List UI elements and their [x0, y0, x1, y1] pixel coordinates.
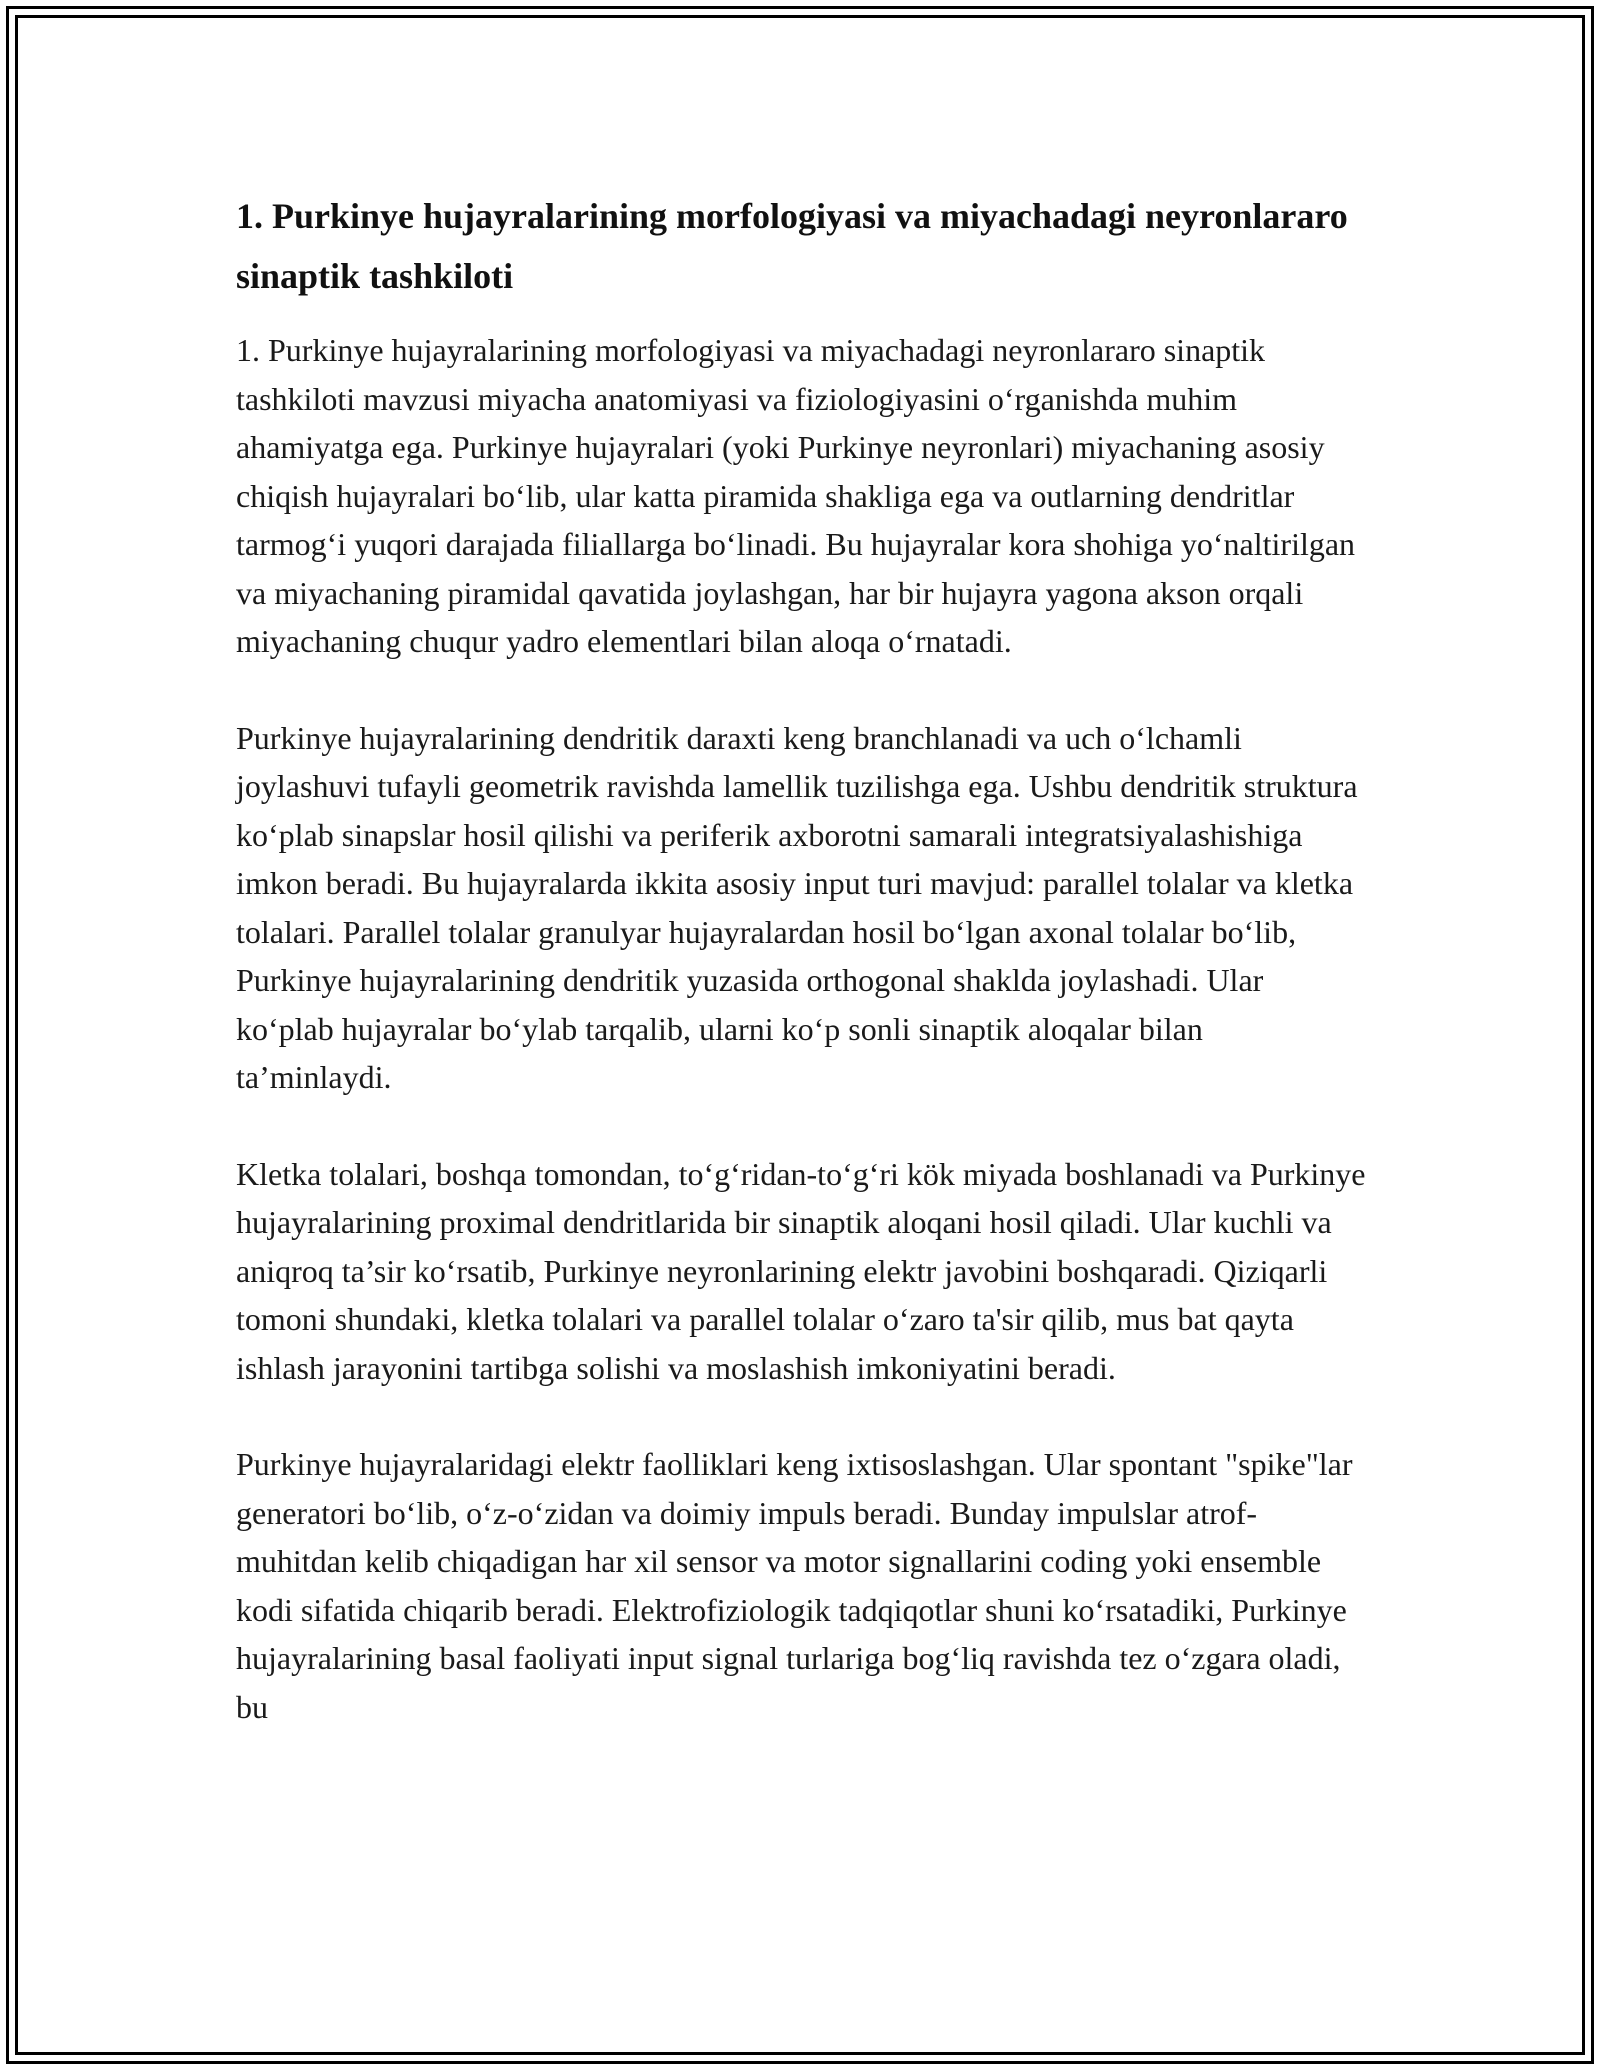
paragraph-3: Kletka tolalari, boshqa tomondan, to‘g‘ridan-to‘g‘ri kök miyada boshlanadi va Purkinye hujayralarining proximal dendritlarida bir sinaptik aloqani hosil qiladi. Ular kuchli va aniqroq ta’sir ko‘rsatib, Purkinye neyronlarining elektr javobini boshqaradi. Qiziqarli tomoni shundaki, kletka tolalari va parallel tolalar o‘zaro ta'sir qilib, mus bat qayta ishlash jarayonini tartibga solishi va moslashish imkoniyatini beradi.: [236, 1155, 1366, 1386]
document-heading: 1. Purkinye hujayralarining morfologiyasi va miyachadagi neyronlararo sinaptik tashkiloti: [236, 196, 1348, 296]
paragraph-4: Purkinye hujayralaridagi elektr faolliklari keng ixtisoslashgan. Ular spontant "spike"lar generatori bo‘lib, o‘z-o‘zidan va doimiy impuls beradi. Bunday impulslar atrof-muhitdan kelib chiqadigan har xil sensor va motor signallarini coding yoki ensemble kodi sifatida chiqarib beradi. Elektrofiziologik tadqiqotlar shuni ko‘rsatadiki, Purkinye hujayralarining basal faoliyati input signal turlariga bog‘liq ravishda tez o‘zgara oladi, bu: [236, 1446, 1353, 1725]
document-body: [236, 186, 1366, 1731]
paragraph-1: 1. Purkinye hujayralarining morfologiyasi va miyachadagi neyronlararo sinaptik tashkiloti mavzusi miyacha anatomiyasi va fiziologiyasini o‘rganishda muhim ahamiyatga ega. Purkinye hujayralari (yoki Purkinye neyronlari) miyachaning asosiy chiqish hujayralari bo‘lib, ular katta piramida shakliga ega va outlarning dendritlar tarmog‘i yuqori darajada filiallarga bo‘linadi. Bu hujayralar kora shohiga yo‘naltirilgan va miyachaning piramidal qavatida joylashgan, har bir hujayra yagona akson orqali miyachaning chuqur yadro elementlari bilan aloqa o‘rnatadi.: [236, 332, 1356, 659]
paragraph-2: Purkinye hujayralarining dendritik daraxti keng branchlanadi va uch o‘lchamli joylashuvi tufayli geometrik ravishda lamellik tuzilishga ega. Ushbu dendritik struktura ko‘plab sinapslar hosil qilishi va periferik axborotni samarali integratsiyalashishiga imkon beradi. Bu hujayralarda ikkita asosiy input turi mavjud: parallel tolalar va kletka tolalari. Parallel tolalar granulyar hujayralardan hosil bo‘lgan axonal tolalar bo‘lib, Purkinye hujayralarining dendritik yuzasida orthogonal shakldа joylashadi. Ular ko‘plab hujayralar bo‘ylab tarqalib, ularni ko‘p sonli sinaptik aloqalar bilan ta’minlaydi.: [236, 719, 1358, 1095]
